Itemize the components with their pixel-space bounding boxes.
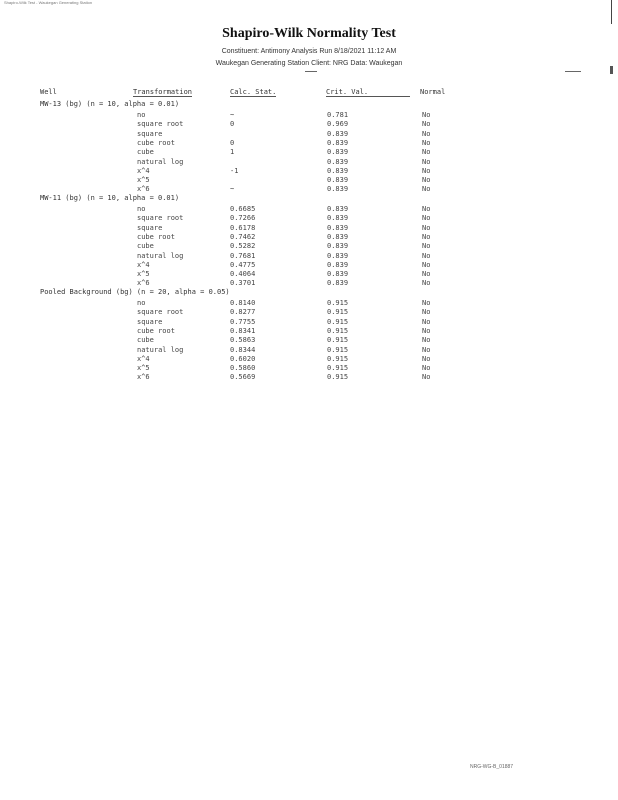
transformation-cell: x^4 [137,166,150,175]
column-header-calc: Calc. Stat. [230,88,277,96]
critical-value-cell: 0.839 [327,129,349,138]
critical-value-cell: 0.839 [327,279,349,288]
normal-cell: No [422,205,431,213]
calc-stat-cell: 1 [230,148,235,157]
column-header-well: Well [40,88,57,96]
normal-cell: No [422,345,431,354]
critical-value-cell: 0.839 [327,251,349,260]
calc-stat-cell: 0.5282 [230,242,256,251]
transformation-cell: cube root [137,232,175,241]
normal-cell: No [422,185,431,194]
critical-value-cell: 0.915 [327,354,349,363]
critical-value-cell: 0.915 [327,336,349,345]
calc-stat-cell: 0.4775 [230,260,256,269]
subtitle-line-2: Waukegan Generating Station Client: NRG Data: Waukegan [215,60,403,67]
normal-cell: No [422,120,431,129]
critical-value-cell: 0.915 [327,299,349,307]
critical-value-cell: 0.839 [327,138,349,147]
normal-cell: No [422,299,431,307]
critical-value-cell: 0.839 [327,232,349,241]
normal-cell: No [422,326,431,335]
transformation-cell: x^6 [137,279,150,288]
calc-stat-cell: 0.5863 [230,336,256,345]
page-title: Shapiro-Wilk Normality Test [222,26,396,41]
normal-cell: No [422,223,431,232]
normal-cell: No [422,270,431,279]
calc-stat-cell: 0.7462 [230,232,256,241]
calc-stat-cell: 0.8140 [230,299,256,307]
calc-stat-cell: 0.8277 [230,308,256,317]
normal-cell: No [422,308,431,317]
critical-value-cell: 0.969 [327,120,349,129]
critical-value-cell: 0.915 [327,345,349,354]
transformation-cell: no [137,205,146,213]
calc-stat-cell: 0.8341 [230,326,256,335]
transformation-cell: x^5 [137,176,150,185]
calc-stat-cell: 0.8344 [230,345,256,354]
critical-value-cell: 0.839 [327,242,349,251]
transformation-cell: x^6 [137,185,150,194]
transformation-cell: x^4 [137,260,150,269]
transformation-cell: x^4 [137,354,150,363]
subtitle-line-1: Constituent: Antimony Analysis Run 8/18/2021 11:12 AM [221,48,397,55]
transformation-cell: natural log [137,251,184,260]
normal-cell: No [422,138,431,147]
calc-stat-cell: 0.5860 [230,364,256,373]
transformation-cell: natural log [137,345,184,354]
critical-value-cell: 0.839 [327,176,349,185]
calc-stat-cell: 0.3701 [230,279,256,288]
critical-value-cell: 0.839 [327,214,349,223]
normal-cell: No [422,279,431,288]
calc-stat-cell: ~ [230,185,235,194]
transformation-cell: square [137,129,163,138]
calc-stat-cell: 0.7681 [230,251,256,260]
critical-value-cell: 0.839 [327,185,349,194]
transformation-cell: square root [137,214,184,223]
critical-value-cell: 0.915 [327,308,349,317]
normal-cell: No [422,373,431,382]
critical-value-cell: 0.839 [327,148,349,157]
calc-stat-cell: 0.4064 [230,270,256,279]
normal-cell: No [422,242,431,251]
normal-cell: No [422,364,431,373]
normal-cell: No [422,354,431,363]
critical-value-cell: 0.915 [327,317,349,326]
normal-cell: No [422,157,431,166]
column-header-critical: Crit. Val. [326,88,410,97]
critical-value-cell: 0.839 [327,157,349,166]
normal-cell: No [422,148,431,157]
critical-value-cell: 0.839 [327,270,349,279]
normal-cell: No [422,317,431,326]
critical-value-cell: 0.915 [327,364,349,373]
transformation-cell: x^6 [137,373,150,382]
calc-stat-cell: 0.6685 [230,205,256,213]
calc-stat-cell: 0.5669 [230,373,256,382]
normal-cell: No [422,166,431,175]
column-header-transformation: Transformation [133,88,193,96]
page-edge-mark-lower [610,66,613,74]
normal-cell: No [422,129,431,138]
group-label: MW-13 (bg) (n = 10, alpha = 0.01) [40,100,180,108]
transformation-cell: square [137,223,163,232]
calc-stat-cell: 0 [230,138,235,147]
critical-value-cell: 0.915 [327,373,349,382]
divider-mark-center [305,71,317,72]
critical-value-cell: 0.915 [327,326,349,335]
page-header-text: Shapiro-Wilk Test - Waukegan Generating Station [4,0,93,5]
column-header-normal: Normal [420,88,446,96]
normal-cell: No [422,232,431,241]
transformation-cell: square root [137,120,184,129]
transformation-cell: square root [137,308,184,317]
critical-value-cell: 0.839 [327,223,349,232]
calc-stat-cell: -1 [230,166,239,175]
calc-stat-cell: 0.7266 [230,214,256,223]
page-edge-mark [611,0,612,24]
transformation-cell: natural log [137,157,184,166]
normal-cell: No [422,260,431,269]
calc-stat-cell: 0.6020 [230,354,256,363]
transformation-cell: cube [137,148,154,157]
group-label: Pooled Background (bg) (n = 20, alpha = 0.05) [40,288,230,296]
transformation-cell: x^5 [137,364,150,373]
transformation-cell: cube [137,242,154,251]
normal-cell: No [422,214,431,223]
transformation-cell: cube root [137,138,175,147]
transformation-cell: square [137,317,163,326]
critical-value-cell: 0.839 [327,205,349,213]
transformation-cell: no [137,111,146,119]
transformation-cell: cube root [137,326,175,335]
bates-number: NRG-WG-B_01887 [470,764,514,770]
normal-cell: No [422,251,431,260]
normal-cell: No [422,111,431,119]
normal-cell: No [422,176,431,185]
calc-stat-cell: 0.6178 [230,223,256,232]
critical-value-cell: 0.781 [327,111,349,119]
calc-stat-cell: ~ [230,111,235,119]
calc-stat-cell: 0.7755 [230,317,256,326]
critical-value-cell: 0.839 [327,166,349,175]
transformation-cell: x^5 [137,270,150,279]
transformation-cell: cube [137,336,154,345]
divider-mark [565,71,581,72]
normal-cell: No [422,336,431,345]
group-label: MW-11 (bg) (n = 10, alpha = 0.01) [40,194,180,202]
calc-stat-cell: 0 [230,120,235,129]
transformation-cell: no [137,299,146,307]
critical-value-cell: 0.839 [327,260,349,269]
